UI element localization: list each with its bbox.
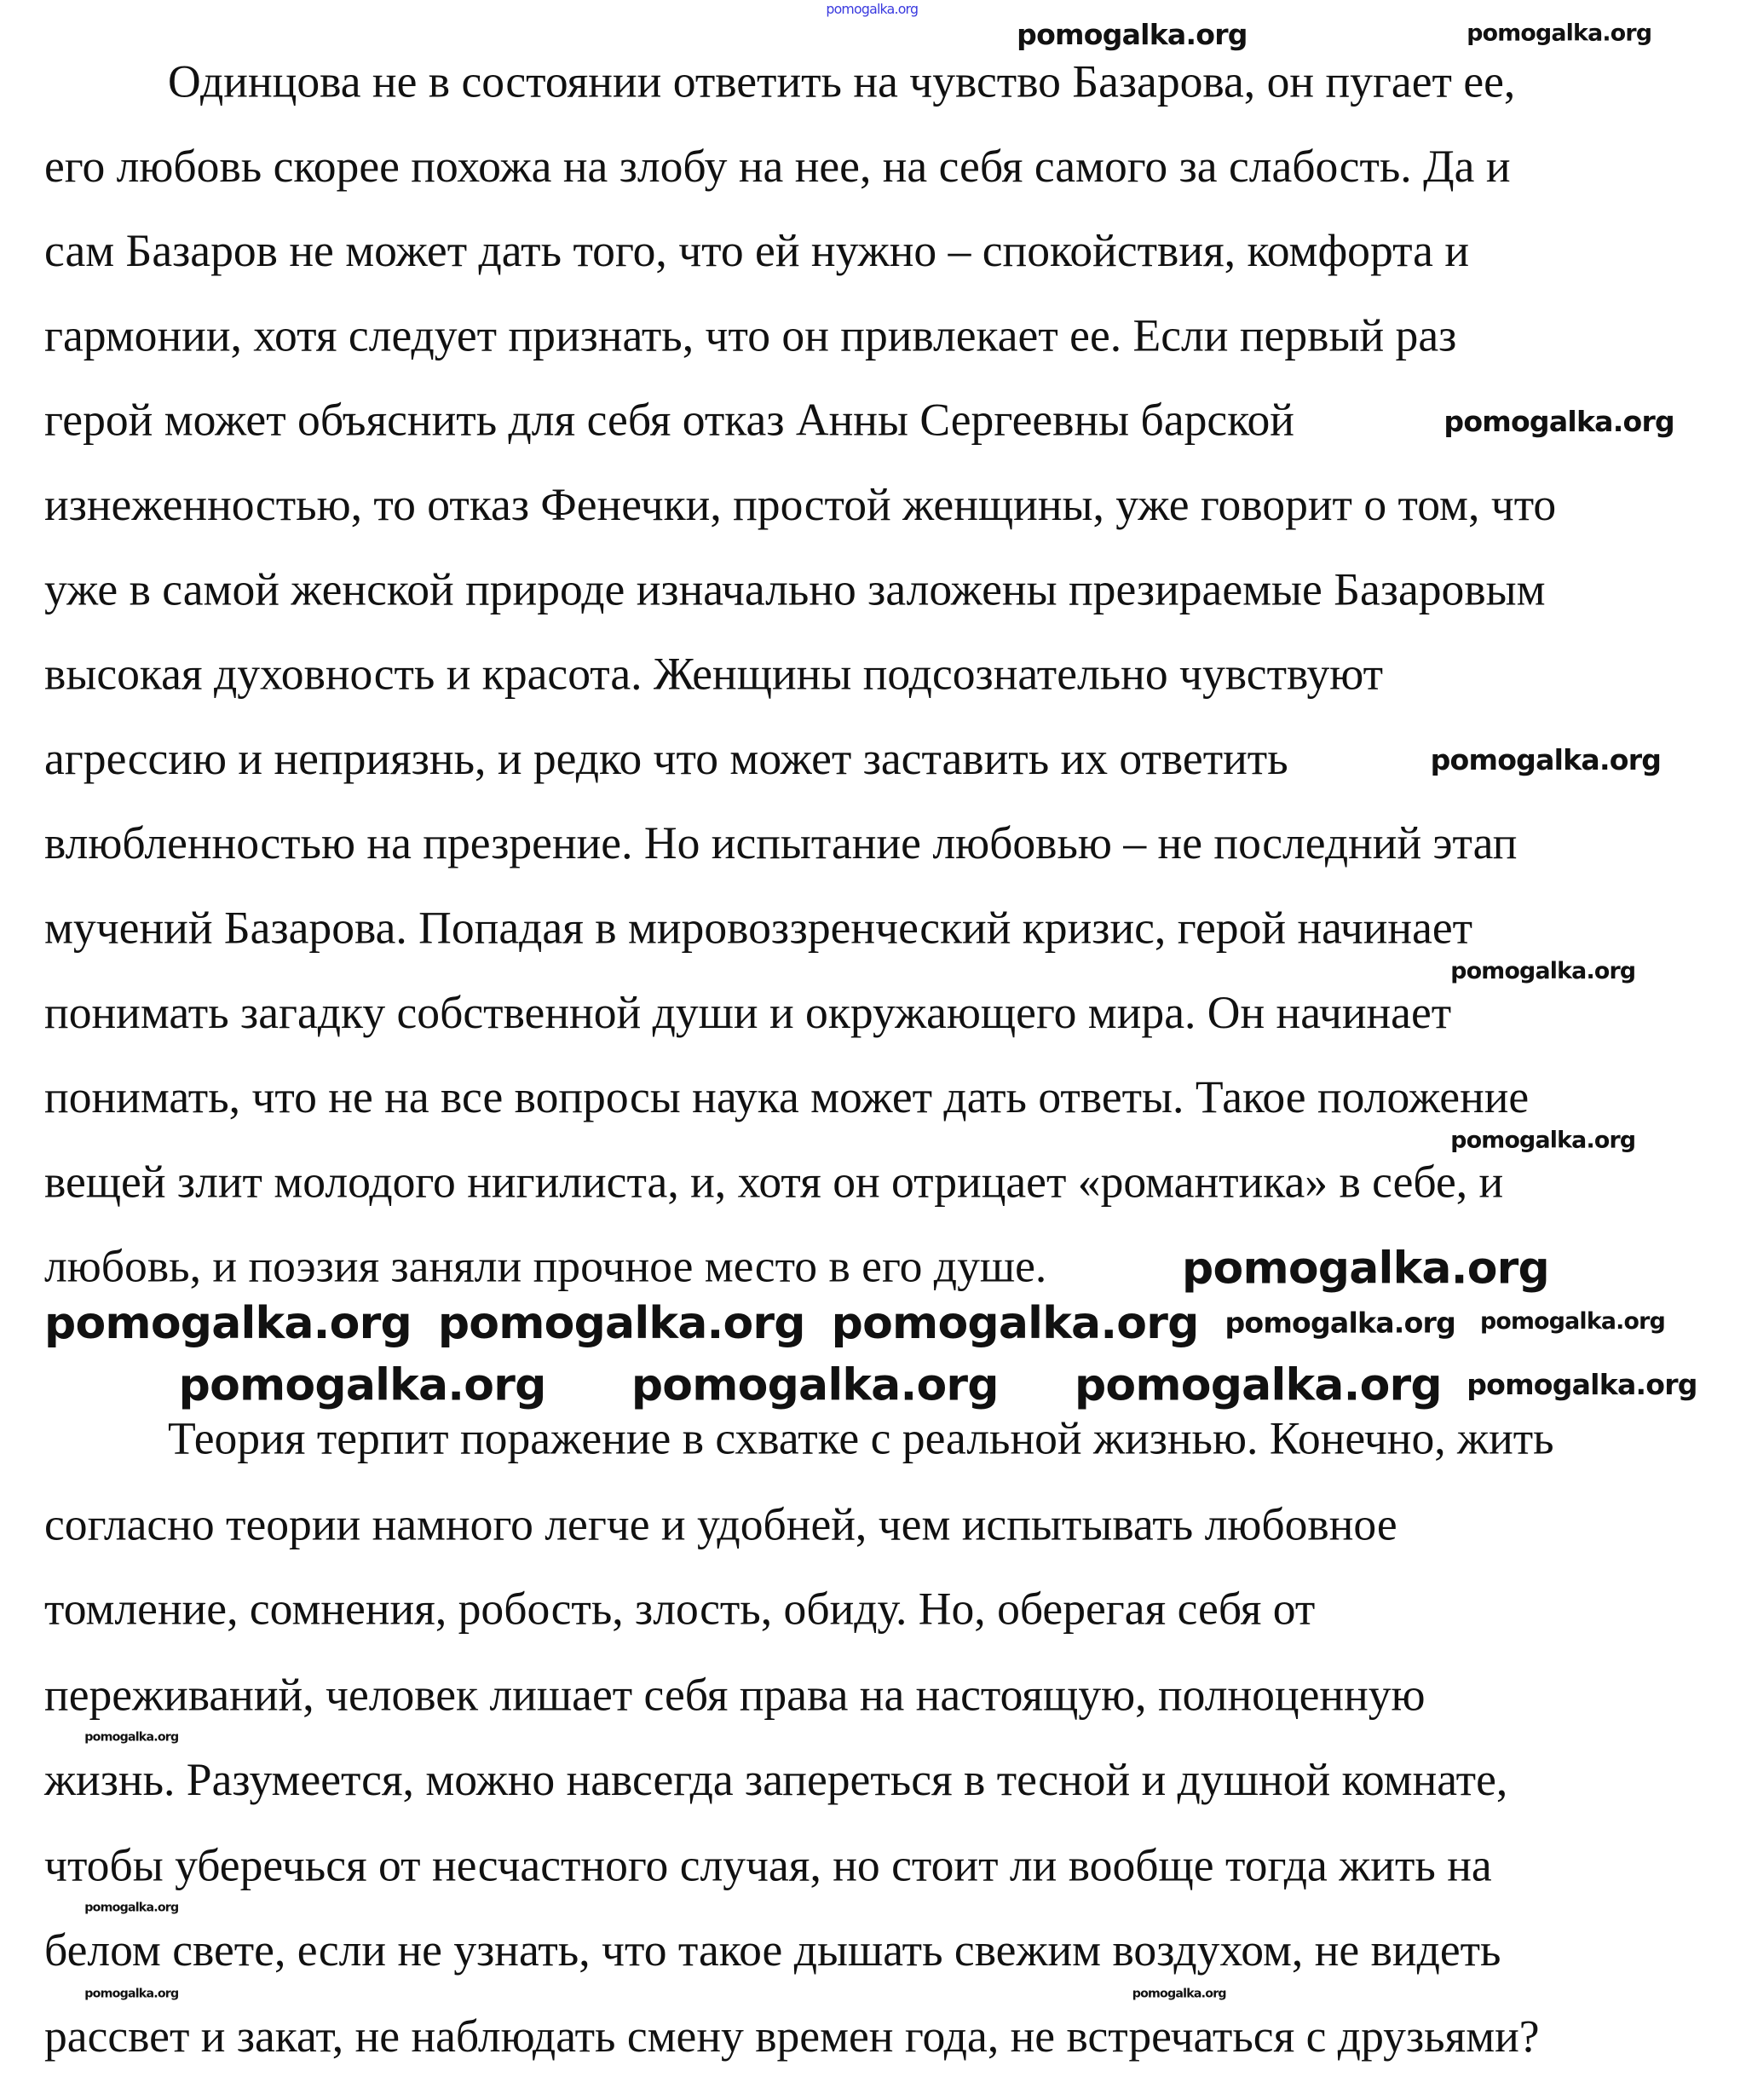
watermark: pomogalka.org <box>631 1358 999 1411</box>
watermark: pomogalka.org <box>1443 405 1674 438</box>
text-line: рассвет и закат, не наблюдать смену времен года, не встречаться с друзьями? <box>44 2011 1540 2062</box>
watermark: pomogalka.org <box>1479 1308 1665 1336</box>
text-line: жизнь. Разумеется, можно навсегда запереться в тесной и душной комнате, <box>44 1756 1508 1806</box>
watermark: pomogalka.org <box>84 1988 179 2002</box>
watermark: pomogalka.org <box>1182 1241 1549 1294</box>
watermark: pomogalka.org <box>1450 957 1636 984</box>
text-line: любовь, и поэзия заняли прочное место в его душе. <box>44 1242 1047 1293</box>
text-line: Теория терпит поражение в схватке с реальной жизнью. Конечно, жить <box>168 1414 1554 1465</box>
watermark: pomogalka.org <box>84 1731 179 1745</box>
text-line: агрессию и неприязнь, и редко что может заставить их ответить <box>44 735 1288 785</box>
watermark: pomogalka.org <box>1450 1127 1636 1154</box>
text-line: гармонии, хотя следует признать, что он привлекает ее. Если первый раз <box>44 311 1457 361</box>
text-line: влюбленностью на презрение. Но испытание любовью – не последний этап <box>44 819 1518 869</box>
text-line: сам Базаров не может дать того, что ей нужно – спокойствия, комфорта и <box>44 227 1470 277</box>
watermark: pomogalka.org <box>437 1296 805 1349</box>
watermark: pomogalka.org <box>1132 1988 1226 2002</box>
watermark: pomogalka.org <box>1225 1307 1455 1340</box>
text-line: высокая духовность и красота. Женщины подсознательно чувствуют <box>44 649 1384 701</box>
text-line: понимать, что не на все вопросы наука может дать ответы. Такое положение <box>44 1073 1530 1123</box>
text-line: Одинцова не в состоянии ответить на чувство Базарова, он пугает ее, <box>168 57 1516 108</box>
header-watermark: pomogalka.org <box>826 3 919 18</box>
text-line: томление, сомнения, робость, злость, обиду. Но, оберегая себя от <box>44 1584 1316 1636</box>
text-line: чтобы уберечься от несчастного случая, но стоит ли вообще тогда жить на <box>44 1841 1492 1891</box>
watermark: pomogalka.org <box>1430 744 1662 776</box>
watermark: pomogalka.org <box>1467 20 1652 48</box>
text-line: вещей злит молодого нигилиста, и, хотя он отрицает «романтика» в себе, и <box>44 1157 1504 1209</box>
text-line: уже в самой женской природе изначально заложены презираемые Базаровым <box>44 565 1546 615</box>
text-line: мучений Базарова. Попадая в мировоззренческий кризис, герой начинает <box>44 903 1473 955</box>
watermark: pomogalka.org <box>831 1296 1199 1349</box>
watermark: pomogalka.org <box>84 1901 179 1916</box>
text-line: изнеженностью, то отказ Фенечки, простой женщины, уже говорит о том, что <box>44 481 1557 531</box>
text-line: его любовь скорее похожа на злобу на нее, на себя самого за слабость. Да и <box>44 142 1511 193</box>
text-line: белом свете, если не узнать, что такое дышать свежим воздухом, не видеть <box>44 1926 1501 1976</box>
watermark: pomogalka.org <box>1017 18 1248 51</box>
watermark: pomogalka.org <box>178 1358 546 1411</box>
text-line: согласно теории намного легче и удобней, чем испытывать любовное <box>44 1499 1397 1550</box>
text-line: понимать загадку собственной души и окружающего мира. Он начинает <box>44 989 1452 1039</box>
watermark: pomogalka.org <box>1074 1358 1442 1411</box>
watermark: pomogalka.org <box>44 1296 412 1349</box>
text-line: переживаний, человек лишает себя права на настоящую, полноценную <box>44 1670 1426 1721</box>
text-line: герой может объяснить для себя отказ Анны Сергеевны барской <box>44 395 1294 447</box>
watermark: pomogalka.org <box>1467 1369 1697 1401</box>
